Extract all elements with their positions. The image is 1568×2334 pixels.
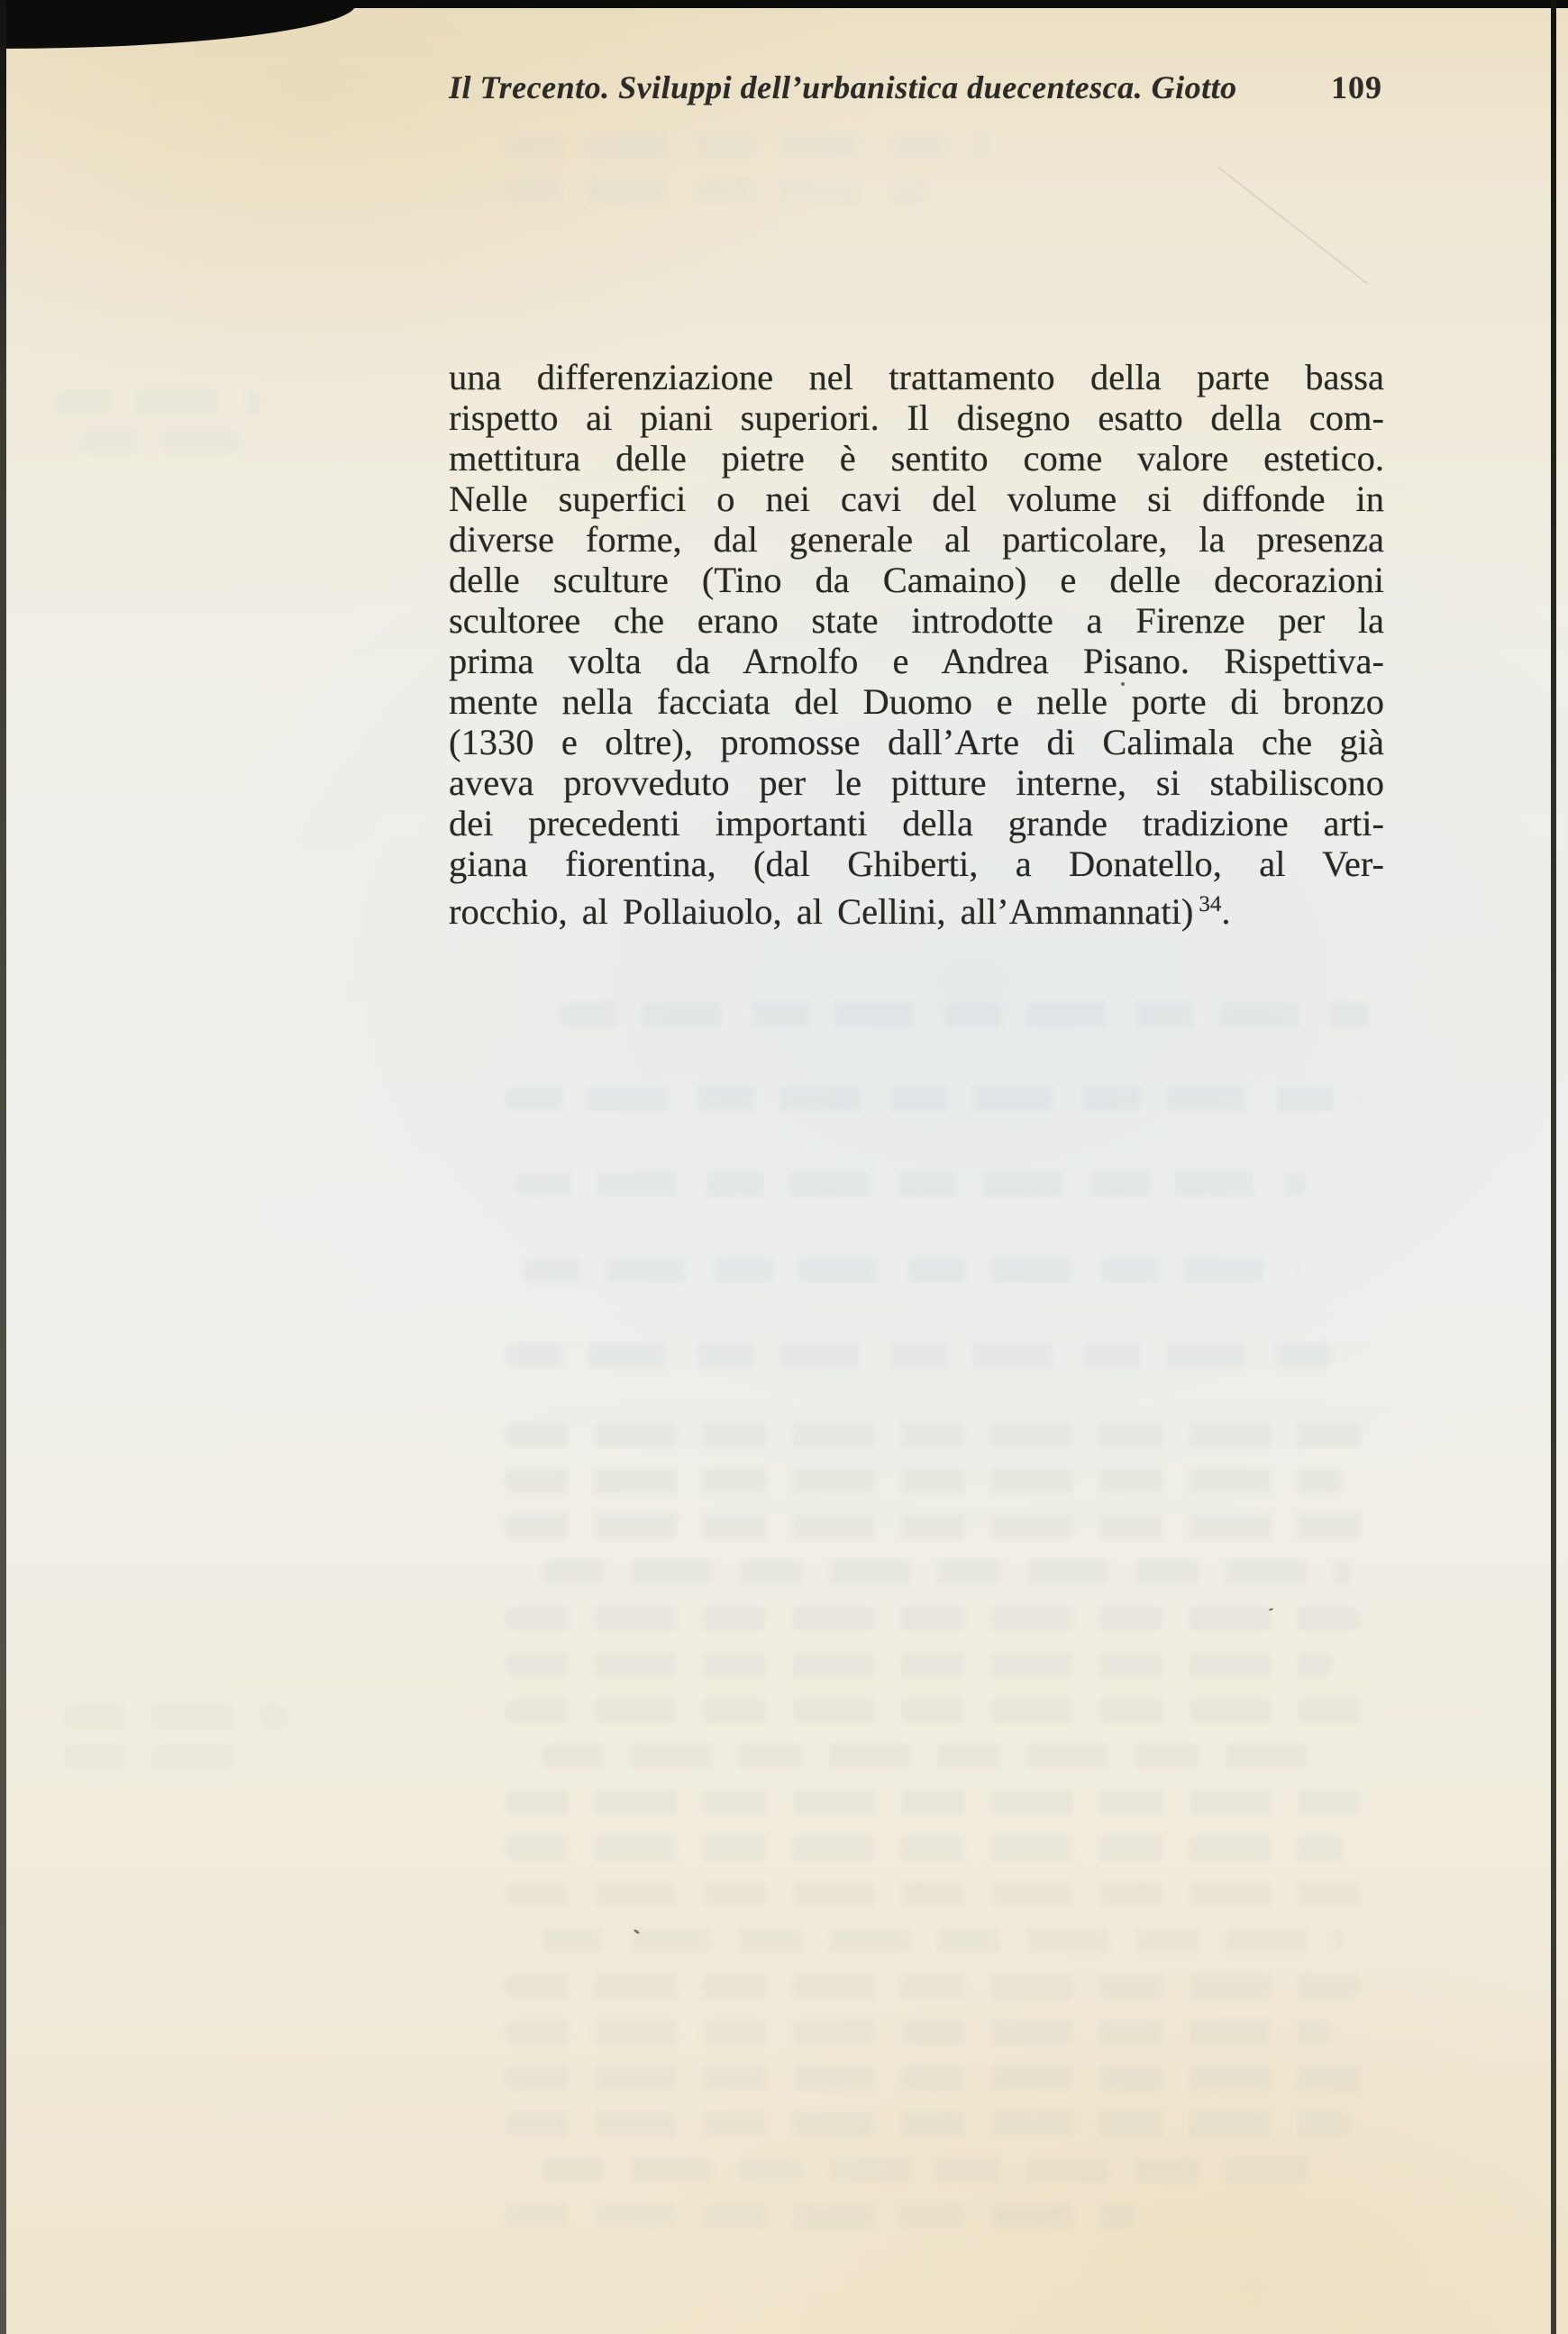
bleed-through-line: [541, 1560, 1352, 1585]
bleed-through-line: [505, 1790, 1361, 1815]
footnote-marker: 34: [1199, 892, 1222, 916]
bleed-through-line: [505, 1974, 1361, 1999]
bleed-through-line: [505, 1836, 1343, 1861]
bleed-through-line: [505, 1606, 1361, 1631]
bleed-through-line: [505, 1468, 1343, 1493]
text-line: prima volta da Arnolfo e Andrea Pisano. Rispettiva-: [449, 641, 1384, 681]
bleed-through-line: [63, 1745, 248, 1770]
text-line: diverse forme, dal generale al particolare, la presenza: [449, 519, 1384, 560]
final-line-period: .: [1221, 891, 1231, 932]
bleed-through-line: [541, 1744, 1334, 1769]
text-line: scultoree che erano state introdotte a Firenze per la: [449, 600, 1384, 641]
bleed-through-line: [541, 2157, 1316, 2183]
body-paragraph: [449, 357, 1384, 932]
text-line: (1330 e oltre), promosse dall’Arte di Calimala che già: [449, 722, 1384, 762]
bleed-through-line: [505, 1698, 1370, 1723]
page-edge-line-right: [1551, 0, 1556, 2334]
bleed-through-line: [505, 1882, 1370, 1907]
text-line: una differenziazione nel trattamento della parte bassa: [449, 357, 1384, 397]
bleed-through-line: [505, 133, 991, 159]
text-line: Nelle superfici o nei cavi del volume si diffonde in: [449, 479, 1384, 519]
bleed-through-line: [505, 2019, 1334, 2045]
bleed-through-line: [505, 178, 928, 204]
final-line-text: rocchio, al Pollaiuolo, al Cellini, all’Ammannati): [449, 891, 1194, 932]
bleed-through-line: [505, 2111, 1352, 2137]
bleed-through-line: [505, 1422, 1370, 1447]
scan-edge-left: [0, 0, 6, 2334]
bleed-through-line: [514, 1172, 1307, 1197]
header-title: Il Trecento. Sviluppi dell’urbanistica duecentesca. Giotto: [449, 69, 1237, 105]
bleed-through-line: [63, 1703, 288, 1728]
bleed-through-line: [54, 389, 261, 415]
bleed-through-line: [79, 429, 242, 454]
bleed-through-line: [505, 2203, 1135, 2229]
text-line: aveva provveduto per le pitture interne, si stabiliscono: [449, 762, 1384, 803]
text-line: delle sculture (Tino da Camaino) e delle decorazioni: [449, 560, 1384, 600]
page-number: 109: [1331, 69, 1382, 105]
bleed-through-line: [559, 1002, 1370, 1027]
paper-crease: [1218, 167, 1368, 284]
bleed-through-line: [505, 1514, 1379, 1539]
bleed-through-line: [523, 1258, 1298, 1283]
text-line: mente nella facciata del Duomo e nelle porte di bronzo: [449, 681, 1384, 722]
text-line: dei precedenti importanti della grande tradizione arti-: [449, 803, 1384, 843]
text-line: mettitura delle pietre è sentito come valore estetico.: [449, 438, 1384, 479]
text-line: rispetto ai piani superiori. Il disegno esatto della com-: [449, 397, 1384, 438]
bleed-through-line: [505, 1343, 1334, 1368]
bleed-through-line: [505, 1652, 1334, 1677]
scan-corner-shadow: [0, 0, 356, 49]
running-header: [449, 68, 1382, 106]
text-line: giana fiorentina, (dal Ghiberti, a Donatello, al Ver-: [449, 843, 1384, 884]
bleed-through-line: [505, 1086, 1361, 1111]
bleed-through-line: [505, 2065, 1370, 2091]
text-line-final: [449, 884, 1384, 932]
bleed-through-line: [541, 1928, 1343, 1953]
